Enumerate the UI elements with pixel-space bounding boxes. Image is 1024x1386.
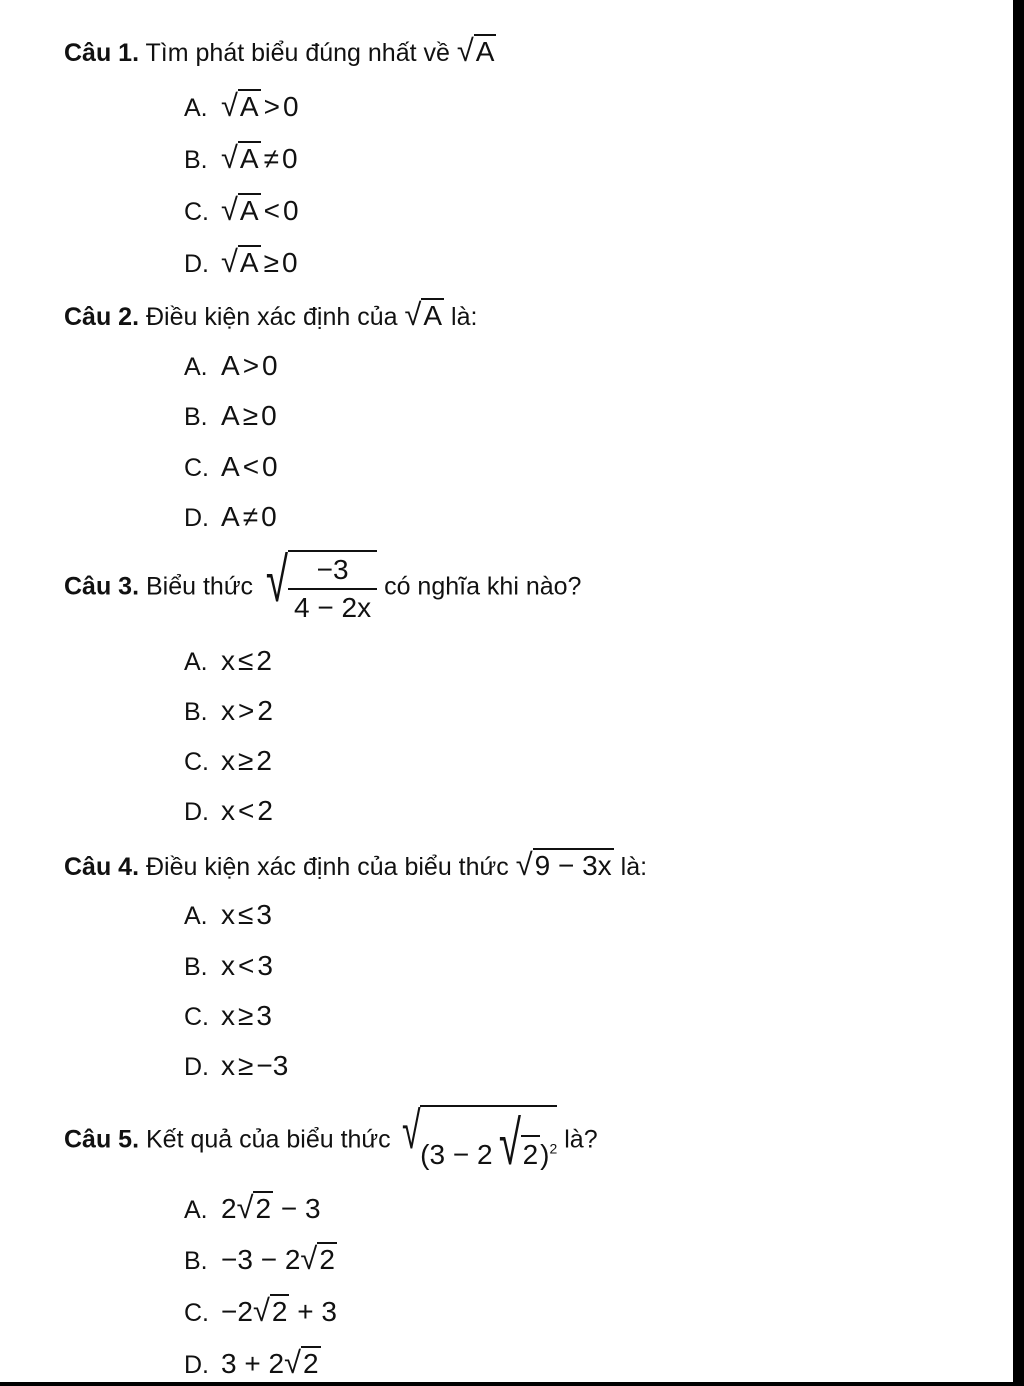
question-text: Biểu thức [145,572,254,601]
q1-option-b[interactable]: B. √A ≠ 0 [184,140,298,175]
question-label: Câu 4. [64,853,140,881]
q2-option-b[interactable]: B. A ≥ 0 [184,400,277,431]
sqrt-expression: √A [456,33,495,68]
sqrt-squared-expression: √ $(3 - 2√2)^2$ [401,1102,558,1178]
q3-option-d[interactable]: D. x < 2 [184,795,273,826]
question-4 [64,847,647,883]
q3-option-c[interactable]: C. x ≥ 2 [184,745,272,776]
exponent: 2 [549,1140,558,1157]
question-tail: là: [451,303,478,331]
question-1 [64,33,496,69]
sqrt-fraction-expression: √ $\frac{-3}{4 - 2x}$ [260,550,377,624]
question-2 [64,297,477,333]
q2-option-a[interactable]: A. A > 0 [184,350,278,381]
q1-option-a[interactable]: A. √A > 0 [184,88,299,123]
q4-option-b[interactable]: B. x < 3 [184,950,273,981]
fraction-denominator: 4 − 2x [294,592,372,623]
q5-option-a[interactable]: A. 2√2 − 3 [184,1190,321,1225]
question-text: Kết quả của biểu thức [145,1125,391,1154]
question-label: Câu 5. [64,1125,140,1154]
sqrt-expression: √9 − 3x [515,847,612,882]
q5-option-b[interactable]: B. −3 − 2√2 [184,1241,335,1276]
question-tail: là: [620,853,648,881]
question-label: Câu 3. [64,572,140,601]
question-label: Câu 2. [64,303,140,331]
question-5 [64,1102,598,1178]
q2-option-d[interactable]: D. A ≠ 0 [184,501,277,532]
q3-option-a[interactable]: A. x ≤ 2 [184,645,272,676]
question-tail: có nghĩa khi nào? [384,572,582,601]
q5-option-d[interactable]: D. 3 + 2√2 [184,1345,319,1380]
q5-option-c[interactable]: C. −2√2 + 3 [184,1293,337,1328]
q3-option-b[interactable]: B. x > 2 [184,695,273,726]
question-label: Câu 1. [64,39,140,67]
q2-option-c[interactable]: C. A < 0 [184,451,278,482]
question-text: Điều kiện xác định của biểu thức [145,853,509,881]
q4-option-c[interactable]: C. x ≥ 3 [184,1000,272,1031]
fraction-numerator: −3 [288,554,377,590]
question-text: Điều kiện xác định của [145,303,398,331]
q1-option-d[interactable]: D. √A ≥ 0 [184,244,298,279]
question-3 [64,546,582,624]
question-tail: là? [564,1125,598,1154]
question-text: Tìm phát biểu đúng nhất về [145,39,450,67]
q4-option-d[interactable]: D. x ≥ −3 [184,1050,289,1081]
sqrt-expression: √A [404,297,443,332]
q1-option-c[interactable]: C. √A < 0 [184,192,299,227]
q4-option-a[interactable]: A. x ≤ 3 [184,899,272,930]
